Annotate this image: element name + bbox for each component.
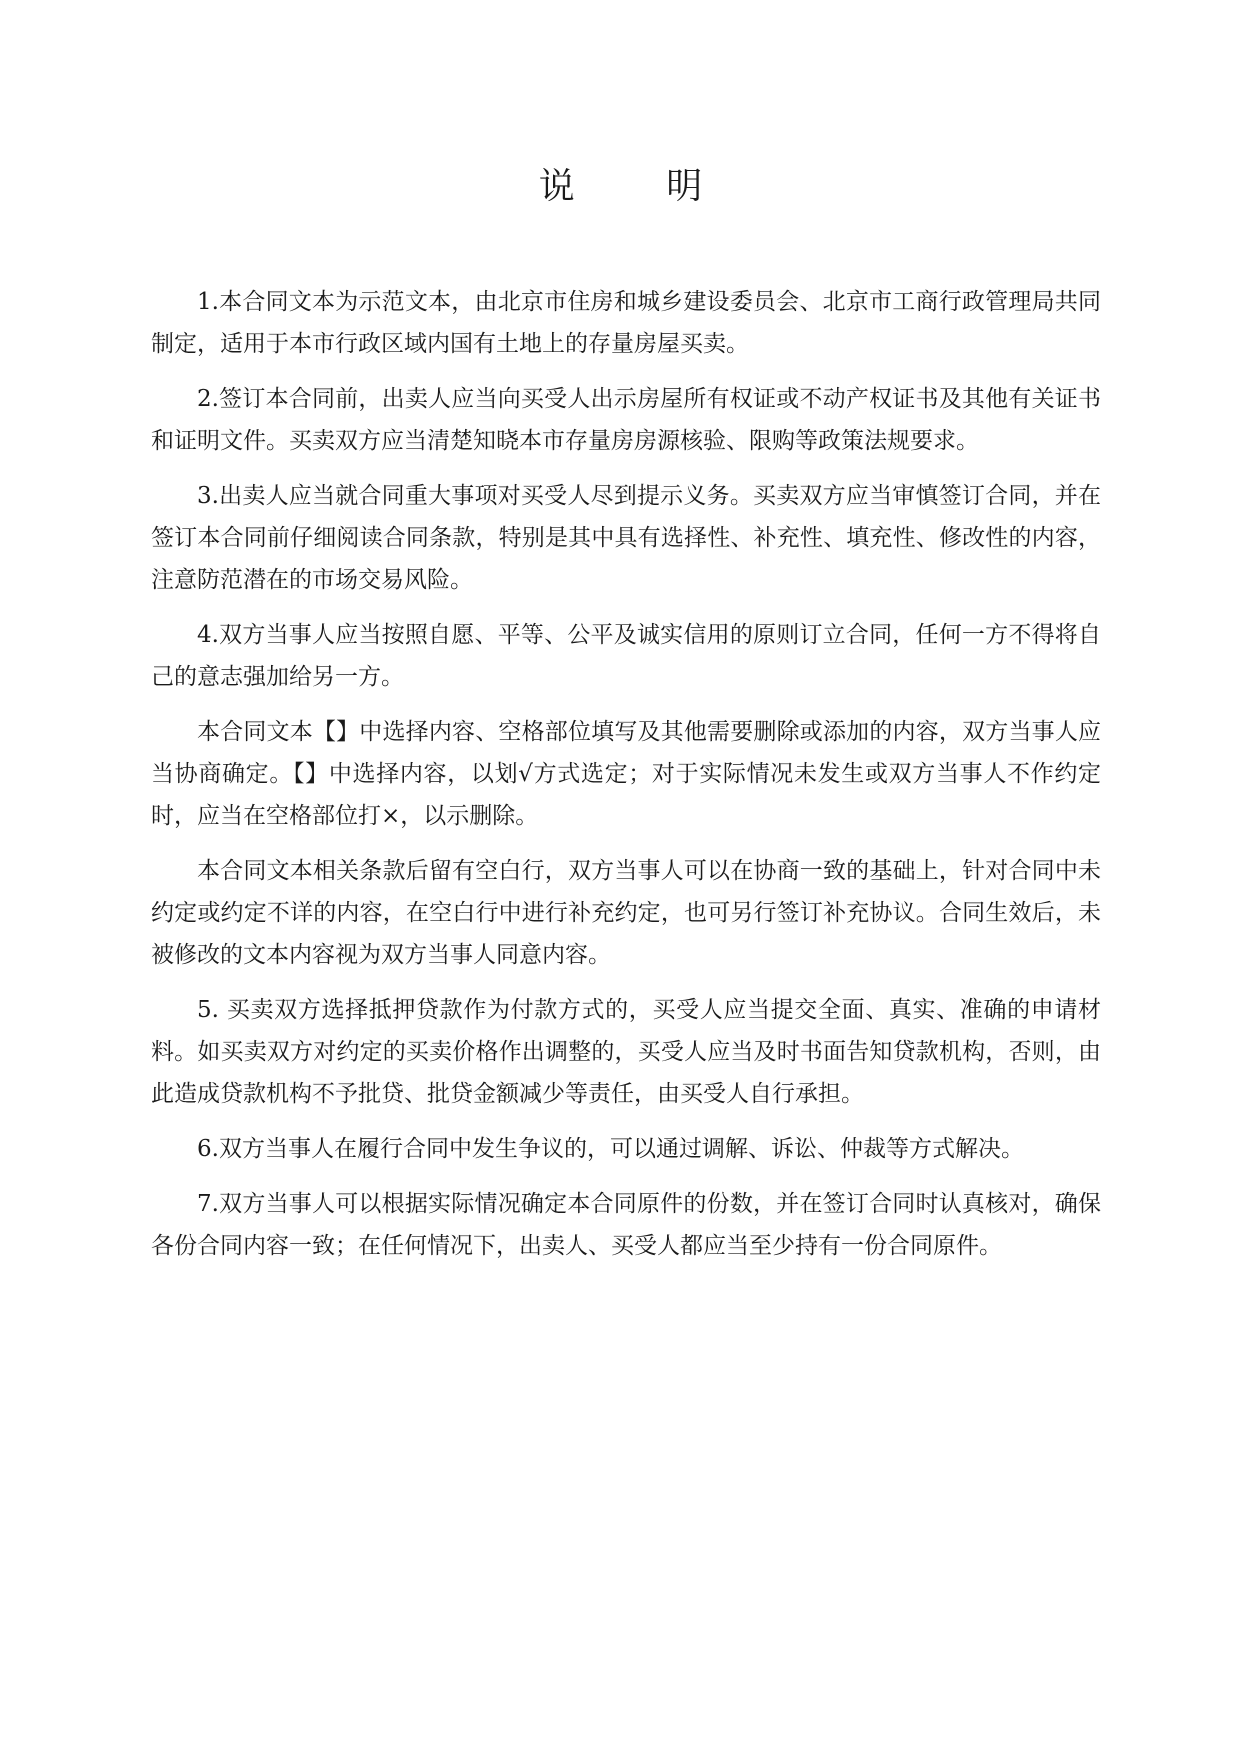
document-title: 说 明 (538, 166, 743, 207)
paragraph-4: 4.双方当事人应当按照自愿、平等、公平及诚实信用的原则订立合同，任何一方不得将自己的意志强加给另一方。 (151, 622, 1101, 690)
paragraph-blank-lines: 本合同文本相关条款后留有空白行，双方当事人可以在协商一致的基础上，针对合同中未约定或约定不详的内容，在空白行中进行补充约定，也可另行签订补充协议。合同生效后，未被修改的文本内容视为双方当事人同意内容。 (151, 858, 1101, 968)
document-body (151, 281, 1101, 1280)
paragraph-5: 5. 买卖双方选择抵押贷款作为付款方式的，买受人应当提交全面、真实、准确的申请材料。如买卖双方对约定的买卖价格作出调整的，买受人应当及时书面告知贷款机构，否则，由此造成贷款机构不予批贷、批贷金额减少等责任，由买受人自行承担。 (151, 997, 1101, 1107)
paragraph-selection-notes: 本合同文本【】中选择内容、空格部位填写及其他需要删除或添加的内容，双方当事人应当协商确定。【】中选择内容，以划√方式选定；对于实际情况未发生或双方当事人不作约定时，应当在空格部位打×，以示删除。 (151, 719, 1101, 829)
paragraph-2: 2.签订本合同前，出卖人应当向买受人出示房屋所有权证或不动产权证书及其他有关证书和证明文件。买卖双方应当清楚知晓本市存量房房源核验、限购等政策法规要求。 (151, 386, 1101, 454)
paragraph-7: 7.双方当事人可以根据实际情况确定本合同原件的份数，并在签订合同时认真核对，确保各份合同内容一致；在任何情况下，出卖人、买受人都应当至少持有一份合同原件。 (151, 1191, 1101, 1259)
paragraph-6: 6.双方当事人在履行合同中发生争议的，可以通过调解、诉讼、仲裁等方式解决。 (197, 1136, 1024, 1162)
paragraph-1: 1.本合同文本为示范文本，由北京市住房和城乡建设委员会、北京市工商行政管理局共同制定，适用于本市行政区域内国有土地上的存量房屋买卖。 (151, 289, 1101, 357)
paragraph-3: 3.出卖人应当就合同重大事项对买受人尽到提示义务。买卖双方应当审慎签订合同，并在签订本合同前仔细阅读合同条款，特别是其中具有选择性、补充性、填充性、修改性的内容，注意防范潜在的市场交易风险。 (151, 483, 1101, 593)
